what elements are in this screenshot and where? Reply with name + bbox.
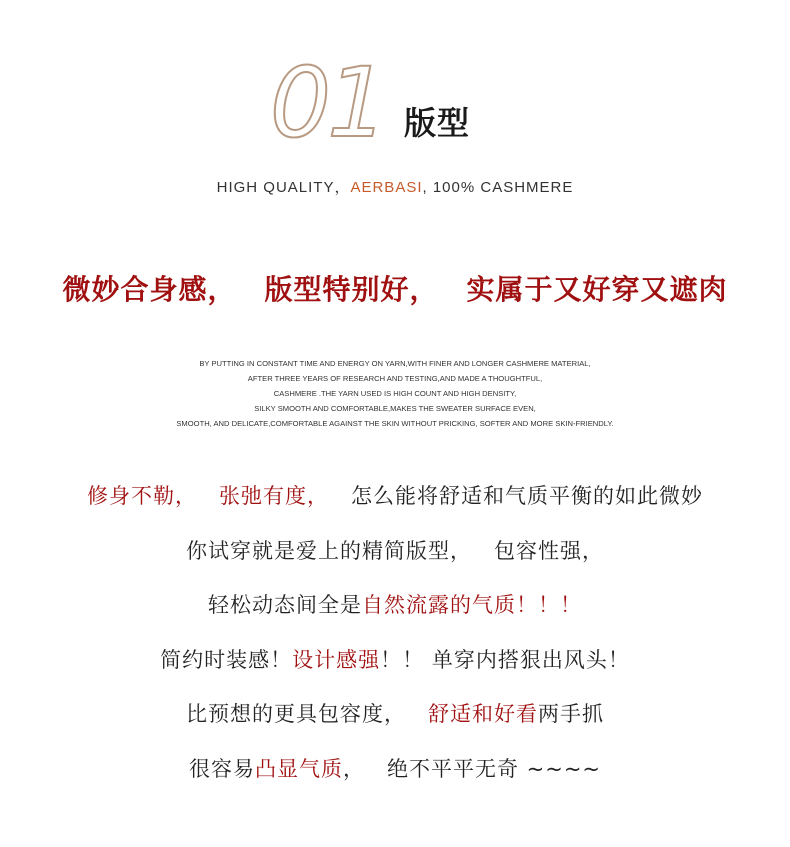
body-text: 绝不平平无奇 ~~~~ [386, 756, 602, 781]
body-text: 很容易 [188, 756, 255, 781]
body-text: 你试穿就是爱上的精简版型， [186, 538, 472, 563]
headline-part: 微妙合身感， [62, 273, 237, 306]
body-text: ， [342, 756, 365, 781]
section-header [0, 52, 790, 152]
english-line: CASHMERE .THE YARN USED IS HIGH COUNT AND HIGH DENSITY, [273, 389, 517, 398]
body-line [0, 692, 790, 747]
body-line [0, 529, 790, 584]
highlight-text: 修身不勒， [87, 484, 197, 508]
english-line: BY PUTTING IN CONSTANT TIME AND ENERGY ON YARN,WITH FINER AND LONGER CASHMERE MATERIAL, [199, 359, 591, 368]
body-text: 怎么能将舒适和气质平衡的如此微妙 [351, 484, 703, 508]
body-line [0, 474, 790, 529]
body-copy [0, 474, 790, 801]
headline [0, 268, 790, 308]
subtitle [0, 176, 790, 197]
section-number [268, 52, 398, 148]
body-line [0, 638, 790, 693]
headline-part: 版型特别好， [264, 273, 439, 306]
highlight-text: 舒适和好看 [428, 702, 538, 726]
english-line: AFTER THREE YEARS OF RESEARCH AND TESTING,AND MADE A THOUGHTFUL, [247, 374, 543, 383]
english-line: SMOOTH, AND DELICATE,COMFORTABLE AGAINST THE SKIN WITHOUT PRICKING, SOFTER AND MORE SKIN-FRIENDLY. [176, 419, 614, 428]
body-text: 包容性强， [494, 538, 604, 563]
body-text: ！！ 单穿内搭狠出风头！ [380, 647, 630, 672]
highlight-text: 自然流露的气质！！！ [362, 593, 582, 617]
subtitle-suffix: , 100% CASHMERE [422, 179, 574, 196]
body-text: 比预想的更具包容度， [186, 702, 406, 726]
highlight-text: 凸显气质 [254, 756, 343, 781]
english-line: SILKY SMOOTH AND COMFORTABLE,MAKES THE SWEATER SURFACE EVEN, [254, 404, 536, 413]
section-number-text: 01 [270, 52, 385, 148]
highlight-text: 张弛有度， [219, 484, 329, 508]
highlight-text: 设计感强 [292, 647, 381, 672]
body-text: 两手抓 [538, 702, 604, 726]
brand-name: AERBASI [350, 179, 423, 196]
headline-part: 实属于又好穿又遮肉 [466, 273, 728, 306]
body-line [0, 583, 790, 638]
subtitle-prefix: HIGH QUALITY， [216, 179, 351, 196]
body-line [0, 747, 790, 802]
body-text: 简约时装感！ [160, 647, 293, 672]
body-text: 轻松动态间全是 [208, 593, 362, 617]
english-description [0, 356, 790, 431]
section-title: 版型 [404, 104, 471, 142]
